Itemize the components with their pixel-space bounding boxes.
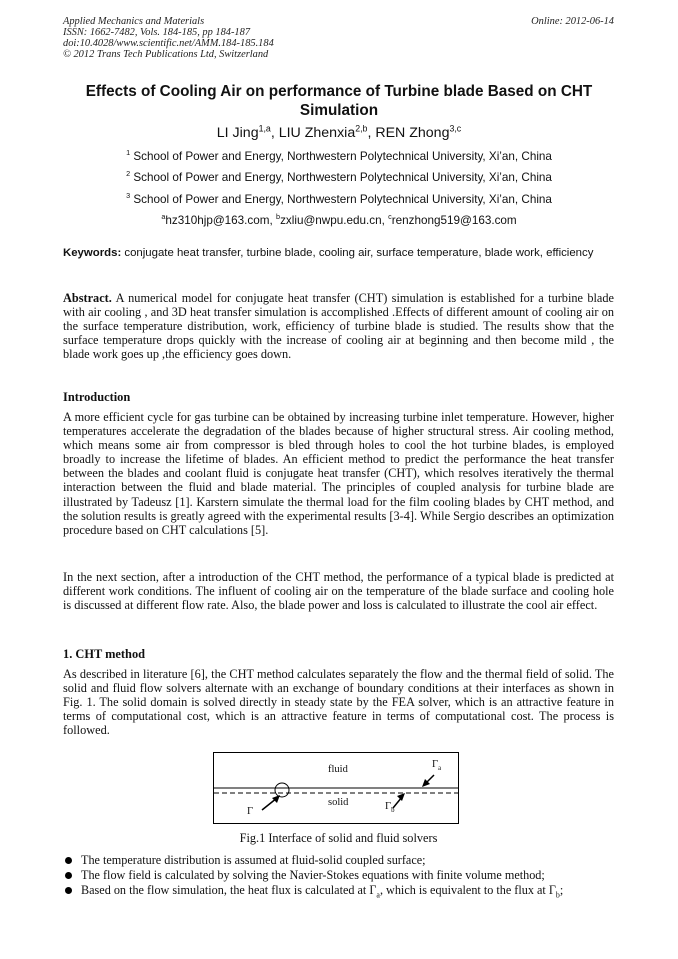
author-name: LIU Zhenxia xyxy=(278,125,356,141)
online-date: Online: 2012-06-14 xyxy=(531,16,614,27)
email-line: $^a$hz310hjp@163.com, $^b$zxliu@nwpu.edu.cn, $^c$renzhong519@163.com xyxy=(161,212,517,227)
bullet-dot-icon xyxy=(65,887,72,894)
issn-line: ISSN: 1662-7482, Vols. 184-185, pp 184-187 xyxy=(63,27,251,38)
bullet-dot-icon xyxy=(65,857,72,864)
intro-paragraph-1: A more efficient cycle for gas turbine can be obtained by increasing turbine inlet temperature. However, higher temperatures accelerate the degradation of the blades because of higher structural stress. Air cooling method, which means some air from compressor is bled through holes to cool the hot turbine blades, is employed broadly to increase the lifetime of blades. An efficient method to predict the performance the heat transfer between the blades and coolant fluid is conjugate heat transfer (CHT), which resolves iteratively the thermal interaction between the fluid and blade material. The principles of coupled analysis for turbine blade are illustrated by Tadeusz [1]. Karstern simulate the thermal load for the film cooling blades by CHT method, and the solution results is greatly agreed with the experimental results [3-4]. While Sergio describes an optimization procedure based on CHT calculations [5]. xyxy=(63,410,614,537)
keywords-label: Keywords: xyxy=(63,247,122,259)
gamma-a-label: $\Gamma_a$ xyxy=(432,759,442,773)
section-heading-cht-method: 1. CHT method xyxy=(63,647,146,661)
figure-1-caption: Fig.1 Interface of solid and fluid solvers xyxy=(239,831,438,845)
section-heading-introduction: Introduction xyxy=(63,390,131,404)
intro-paragraph-2: In the next section, after a introduction of the CHT method, the performance of a typical blade is predicted at different work conditions. The influent of cooling air on the temperature of the blade surface and cooling hole is discussed at different flow rate. Also, the blade power and loss is calculated to illustrate the cool air effect. xyxy=(63,570,614,613)
email-link[interactable]: zxliu@nwpu.edu.cn, xyxy=(280,214,385,227)
bullet-item: The temperature distribution is assumed at fluid-solid coupled surface; xyxy=(63,853,618,868)
author-affil-marker: 1,a xyxy=(258,123,271,134)
cht-paragraph: As described in literature [6], the CHT method calculates separately the flow and the thermal field of solid. The solid and fluid flow solvers alternate with an exchange of boundary conditions at their interfaces as shown in Fig. 1. The solid domain is solved directly in steady state by the FEA solver, which is an attractive feature in terms of computational cost, which is an attractive feature in terms of computational cost. The process is followed. xyxy=(63,667,614,738)
keywords xyxy=(63,247,614,261)
affiliation: $^1$ School of Power and Energy, Northwestern Polytechnical University, Xi’an, China xyxy=(126,148,552,163)
fluid-label: fluid xyxy=(328,764,348,775)
abstract xyxy=(63,291,614,361)
gamma-b-label: $\Gamma_b$ xyxy=(385,801,395,815)
journal-name: Applied Mechanics and Materials xyxy=(63,16,205,27)
email-link[interactable]: renzhong519@163.com xyxy=(391,214,517,227)
author-name: LI Jing xyxy=(216,125,259,141)
gamma-label: Γ xyxy=(247,806,254,817)
solid-label: solid xyxy=(328,797,349,808)
affiliation: $^3$ School of Power and Energy, Northwestern Polytechnical University, Xi’an, China xyxy=(126,191,552,206)
email-link[interactable]: hz310hjp@163.com, xyxy=(165,214,273,227)
gamma-b-arrowhead xyxy=(397,793,405,801)
copyright-line: © 2012 Trans Tech Publications Ltd, Switzerland xyxy=(63,49,269,60)
author-affil-marker: 2,b xyxy=(355,123,368,134)
abstract-label: Abstract. xyxy=(63,291,112,305)
keywords-text: conjugate heat transfer, turbine blade, cooling air, surface temperature, blade work, efficiency xyxy=(124,247,594,259)
author-affil-marker: 3,c xyxy=(449,123,462,134)
author-name: REN Zhong xyxy=(375,125,450,141)
bullet-item: The flow field is calculated by solving the Navier-Stokes equations with finite volume method; xyxy=(63,868,618,883)
bullet-dot-icon xyxy=(65,872,72,879)
paper-title: Effects of Cooling Air on performance of Turbine blade Based on CHT Simulation xyxy=(85,83,593,119)
doi-line: doi:10.4028/www.scientific.net/AMM.184-185.184 xyxy=(63,38,274,49)
journal-header xyxy=(63,16,274,60)
affiliation: $^2$ School of Power and Energy, Northwestern Polytechnical University, Xi’an, China xyxy=(126,169,552,184)
process-bullet-list xyxy=(63,853,618,898)
abstract-text: A numerical model for conjugate heat transfer (CHT) simulation is established for a turbine blade with air cooling , and 3D heat transfer simulation is accomplished .Effects of different amount of cooling air on the surface temperature distribution, work, efficiency of turbine blade is studied. The results show that the surface temperature drops quickly with the increase of cooling air at beginning and then become mild , the blade work goes up ,the efficiency goes down. xyxy=(63,291,614,362)
author-list: LI Jing$^{1,a}$, LIU Zhenxia$^{2,b}$, REN Zhong$^{3,c}$ xyxy=(216,123,462,141)
interface-node-circle xyxy=(275,783,289,797)
figure-1-diagram xyxy=(213,752,459,824)
bullet-item: Based on the flow simulation, the heat flux is calculated at $\Gamma_a$, which is equivalent to the flux at $\Gamma_b$; xyxy=(63,883,618,898)
